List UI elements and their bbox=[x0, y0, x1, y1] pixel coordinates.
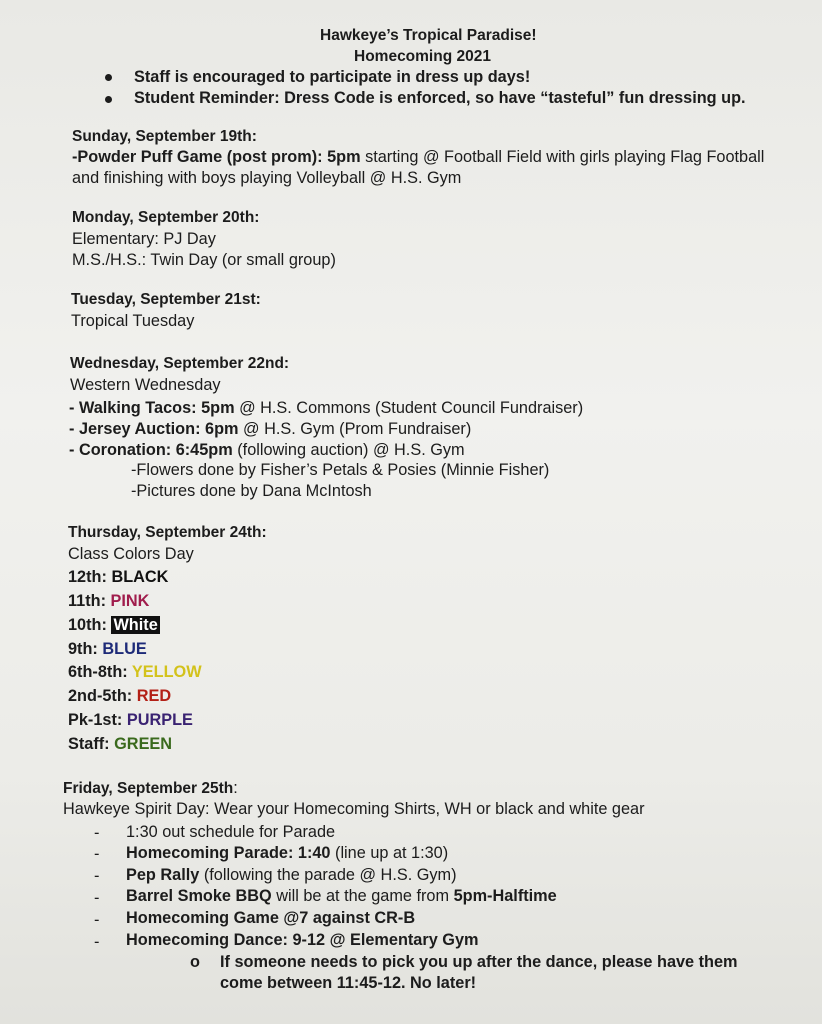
item-bold: Barrel Smoke BBQ bbox=[126, 887, 272, 905]
friday-item bbox=[126, 908, 415, 928]
item-bold: Homecoming Dance: 9-12 @ Elementary Gym bbox=[126, 931, 479, 949]
tuesday-heading: Tuesday, September 21st: bbox=[71, 291, 261, 308]
wednesday-theme: Western Wednesday bbox=[70, 376, 221, 394]
color-value: YELLOW bbox=[131, 663, 202, 681]
friday-item bbox=[126, 822, 335, 842]
wednesday-event bbox=[69, 398, 583, 418]
color-value: BLACK bbox=[111, 568, 169, 586]
wednesday-heading: Wednesday, September 22nd: bbox=[70, 355, 290, 372]
grade-label: 10th: bbox=[68, 616, 107, 634]
sunday-event-bold: -Powder Puff Game (post prom): 5pm bbox=[72, 148, 361, 166]
class-color-row bbox=[68, 662, 202, 682]
circle-bullet-icon: o bbox=[190, 953, 200, 971]
event-rest: @ H.S. Gym (Prom Fundraiser) bbox=[238, 420, 472, 438]
thursday-heading: Thursday, September 24th: bbox=[68, 524, 267, 541]
sunday-event-line bbox=[72, 147, 764, 167]
friday-theme: Hawkeye Spirit Day: Wear your Homecoming Shirts, WH or black and white gear bbox=[63, 800, 645, 818]
item-rest: will be at the game from bbox=[271, 887, 454, 905]
item-bold-2: 5pm-Halftime bbox=[453, 887, 557, 905]
color-value: GREEN bbox=[114, 735, 173, 753]
wednesday-sub-line: -Pictures done by Dana McIntosh bbox=[131, 482, 372, 500]
friday-item bbox=[126, 930, 478, 950]
class-color-row bbox=[68, 734, 172, 754]
monday-line: Elementary: PJ Day bbox=[72, 230, 216, 248]
grade-label: 6th-8th: bbox=[68, 663, 128, 681]
grade-label: 11th: bbox=[68, 592, 106, 610]
grade-label: 2nd-5th: bbox=[68, 687, 133, 705]
class-color-row bbox=[68, 639, 147, 659]
color-value: PINK bbox=[110, 592, 150, 610]
monday-line: M.S./H.S.: Twin Day (or small group) bbox=[72, 251, 336, 269]
wednesday-event bbox=[69, 440, 465, 460]
grade-label: 9th: bbox=[68, 640, 98, 658]
dash-marker: - bbox=[94, 845, 100, 863]
dash-marker: - bbox=[94, 933, 100, 951]
bullet-icon bbox=[105, 74, 112, 81]
class-color-row bbox=[68, 615, 160, 635]
class-color-row bbox=[68, 567, 168, 587]
sunday-event-rest: starting @ Football Field with girls playing Flag Football bbox=[360, 148, 765, 166]
friday-heading-bold: Friday, September 25th bbox=[63, 780, 234, 797]
tuesday-line: Tropical Tuesday bbox=[71, 312, 195, 330]
event-rest: @ H.S. Commons (Student Council Fundraiser) bbox=[234, 399, 584, 417]
color-value: RED bbox=[136, 687, 172, 705]
event-bold: - Walking Tacos: 5pm bbox=[69, 399, 235, 417]
class-color-row bbox=[68, 710, 193, 730]
intro-bullet: Student Reminder: Dress Code is enforced, so have “tasteful” fun dressing up. bbox=[134, 89, 746, 107]
grade-label: Staff: bbox=[68, 735, 110, 753]
event-rest: (following auction) @ H.S. Gym bbox=[232, 441, 465, 459]
item-bold: Pep Rally bbox=[126, 866, 200, 884]
dash-marker: - bbox=[94, 889, 100, 907]
friday-heading bbox=[63, 778, 238, 799]
grade-label: Pk-1st: bbox=[68, 711, 123, 729]
item-rest: (following the parade @ H.S. Gym) bbox=[199, 866, 457, 884]
event-bold: - Coronation: 6:45pm bbox=[69, 441, 233, 459]
friday-item bbox=[126, 886, 557, 906]
friday-item bbox=[126, 843, 448, 863]
sunday-heading: Sunday, September 19th: bbox=[72, 128, 257, 145]
item-bold: Homecoming Game @7 against CR-B bbox=[126, 909, 416, 927]
grade-label: 12th: bbox=[68, 568, 107, 586]
item-rest: (line up at 1:30) bbox=[330, 844, 449, 862]
intro-bullet: Staff is encouraged to participate in dress up days! bbox=[134, 68, 531, 86]
dance-note: come between 11:45-12. No later! bbox=[220, 974, 477, 992]
dash-marker: - bbox=[94, 867, 100, 885]
event-bold: - Jersey Auction: 6pm bbox=[69, 420, 239, 438]
wednesday-event bbox=[69, 419, 471, 439]
item-bold: Homecoming Parade: 1:40 bbox=[126, 844, 331, 862]
thursday-theme: Class Colors Day bbox=[68, 545, 194, 563]
dash-marker: - bbox=[94, 911, 100, 929]
class-color-row bbox=[68, 686, 171, 706]
sunday-event-line2: and finishing with boys playing Volleyball @ H.S. Gym bbox=[72, 169, 462, 187]
dash-marker: - bbox=[94, 824, 100, 842]
item-rest: 1:30 out schedule for Parade bbox=[126, 823, 336, 841]
class-color-row bbox=[68, 591, 149, 611]
friday-heading-rest: : bbox=[233, 779, 238, 797]
color-value: BLUE bbox=[102, 640, 147, 658]
monday-heading: Monday, September 20th: bbox=[72, 209, 260, 226]
dance-note: If someone needs to pick you up after the dance, please have them bbox=[220, 953, 738, 971]
bullet-icon bbox=[105, 96, 112, 103]
page-title: Hawkeye’s Tropical Paradise! bbox=[320, 27, 537, 44]
page-subtitle: Homecoming 2021 bbox=[354, 48, 491, 65]
color-value: White bbox=[113, 616, 158, 634]
color-value: PURPLE bbox=[126, 711, 193, 729]
wednesday-sub-line: -Flowers done by Fisher’s Petals & Posies (Minnie Fisher) bbox=[131, 461, 550, 479]
friday-item bbox=[126, 865, 457, 885]
